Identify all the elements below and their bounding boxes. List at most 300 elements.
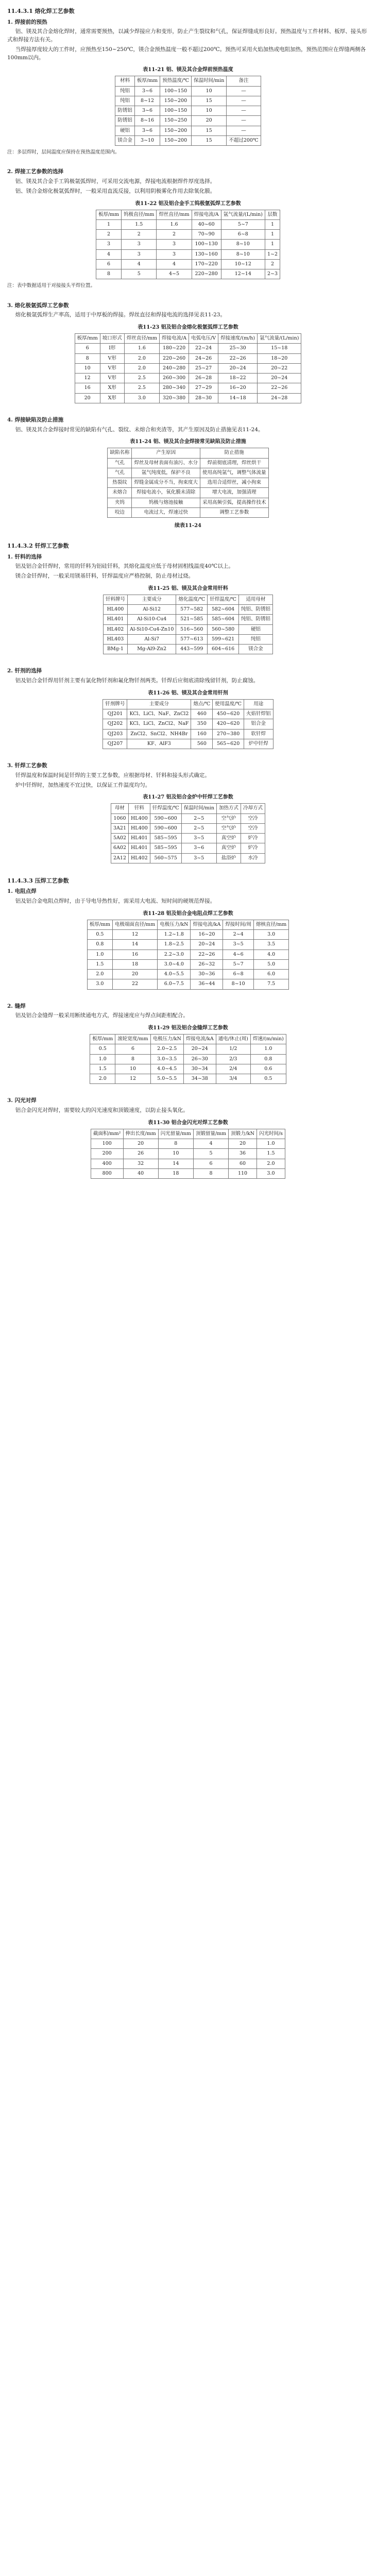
table-row bbox=[87, 930, 288, 940]
table-cell: X形 bbox=[100, 383, 124, 393]
table-cell: 盐浴炉 bbox=[216, 853, 241, 863]
table-cell: Mg-Al9-Zn2 bbox=[127, 645, 176, 654]
table-header-cell: 焊接电流/A bbox=[192, 210, 221, 219]
table-cell: 2 bbox=[265, 259, 280, 269]
table-header-cell: 闪光时间/s bbox=[257, 1129, 285, 1139]
table-cell: 240~280 bbox=[160, 363, 189, 373]
table-header-cell: 板厚/mm bbox=[134, 76, 160, 86]
table-cell: 不超过200℃ bbox=[227, 135, 261, 145]
table-cell: 硬铝 bbox=[239, 624, 273, 634]
subsection-heading: 1. 焊接前的预热 bbox=[7, 19, 47, 25]
table-cell: 2.2~3.0 bbox=[158, 950, 191, 959]
table-cell: 2/4 bbox=[216, 1064, 250, 1074]
table-cell: 咬边 bbox=[108, 507, 132, 517]
table-cell: 460 bbox=[191, 709, 213, 719]
paragraph: 钎焊温度和保温时间是钎焊的主要工艺参数，应根据母材、钎料和接头形式确定。 bbox=[15, 772, 210, 778]
table-header-row bbox=[103, 699, 273, 709]
table-caption: 表11-23 铝及铝合金熔化极氩弧焊工艺参数 bbox=[138, 325, 238, 330]
table-cell: Al-Si12 bbox=[127, 605, 176, 615]
table-cell: 4~5 bbox=[157, 269, 192, 279]
table-cell: 170~220 bbox=[192, 259, 221, 269]
table-cell: 3~6 bbox=[134, 106, 160, 116]
table-cell: 150~200 bbox=[160, 126, 192, 135]
table-row bbox=[75, 374, 301, 383]
table-cell: HL400 bbox=[129, 823, 150, 833]
table-cell: 16 bbox=[112, 950, 157, 959]
table-header-cell: 适用母材 bbox=[239, 595, 273, 604]
table-cell: V形 bbox=[100, 374, 124, 383]
table-cell: 空气炉 bbox=[216, 823, 241, 833]
table-header-cell: 钎料 bbox=[129, 804, 150, 814]
table-row bbox=[75, 363, 301, 373]
table-cell: 150~200 bbox=[160, 96, 192, 106]
table-header-cell: 熔点/℃ bbox=[191, 699, 213, 709]
table-cell: 160 bbox=[191, 729, 213, 739]
table-row bbox=[108, 458, 268, 468]
table-cell: 硬铝 bbox=[115, 126, 135, 135]
table-cell: KCl、LiCl、ZnCl2、NaF bbox=[127, 719, 191, 729]
table-cell: 4~6 bbox=[223, 950, 254, 959]
table-cell: 18~20 bbox=[258, 353, 301, 363]
table-cell: 16~20 bbox=[191, 930, 223, 940]
table-cell: 3/4 bbox=[216, 1074, 250, 1084]
table-cell: 4.0~5.5 bbox=[158, 970, 191, 979]
table-header-cell: 板厚/mm bbox=[75, 334, 100, 344]
table-header-row bbox=[90, 1035, 286, 1044]
table-caption: 表11-25 铝、镁及其合金常用钎料 bbox=[148, 585, 228, 591]
table-cell: 钨极与熔池接触 bbox=[132, 498, 200, 507]
table-cell: 1.6 bbox=[124, 344, 159, 353]
table-header-row bbox=[111, 804, 265, 814]
table-header-cell: 电极压力/kN bbox=[150, 1035, 183, 1044]
table-row bbox=[90, 1044, 286, 1054]
table-cell: 2 bbox=[157, 230, 192, 240]
table-cell: 24~26 bbox=[189, 353, 218, 363]
table-cell: QJ203 bbox=[103, 729, 127, 739]
table-header-cell: 电极压力/kN bbox=[158, 920, 191, 929]
table-cell: 2.5 bbox=[124, 374, 159, 383]
table-cell: 560 bbox=[191, 739, 213, 749]
table-cell: 真空炉 bbox=[216, 843, 241, 853]
table-cell: — bbox=[227, 96, 261, 106]
table-cell: 20 bbox=[191, 116, 226, 126]
table-cell: 15 bbox=[191, 135, 226, 145]
table-cell: 12 bbox=[115, 1074, 150, 1084]
table-row bbox=[103, 615, 272, 624]
table-cell: 590~600 bbox=[150, 823, 181, 833]
table-row bbox=[87, 970, 288, 979]
table-cell: 599~621 bbox=[208, 634, 239, 644]
table-cell: 15 bbox=[191, 126, 226, 135]
table-cell: 1/2 bbox=[216, 1044, 250, 1054]
document-page bbox=[0, 0, 376, 1179]
table-cell: 18~22 bbox=[218, 374, 258, 383]
table-caption: 表11-30 铝合金闪光对焊工艺参数 bbox=[148, 1120, 228, 1126]
table-caption: 表11-24 铝、镁及其合金焊接常见缺陷及防止措施 bbox=[130, 439, 246, 445]
table-row bbox=[103, 719, 273, 729]
table-cell: 28~30 bbox=[189, 393, 218, 403]
table-cell: — bbox=[227, 126, 261, 135]
table-row bbox=[111, 814, 265, 823]
table-cell: 电流过大，焊速过快 bbox=[132, 507, 200, 517]
table-header-cell: 氩气流量/(L/min) bbox=[258, 334, 301, 344]
table-cell: 3A21 bbox=[111, 823, 129, 833]
table-cell: 10~12 bbox=[221, 259, 265, 269]
table-cell: HL401 bbox=[129, 843, 150, 853]
table-cell: 5.0 bbox=[254, 959, 289, 969]
table-cell: 1.5 bbox=[90, 1064, 115, 1074]
table-header-row bbox=[103, 595, 272, 604]
table-cell: 420~620 bbox=[213, 719, 244, 729]
table-row bbox=[115, 96, 261, 106]
table-cell: 40 bbox=[123, 1168, 158, 1178]
table-cell: 3.5 bbox=[254, 940, 289, 950]
paragraph: 铝、镁及其合金熔化焊时，通常需要预热，以减少焊接应力和变形，防止产生裂纹和气孔，保证焊缝成形良好。预热温度与工件材料、板厚、接头形式和焊接方法有关。 bbox=[7, 28, 367, 43]
table-cell: 3~5 bbox=[223, 940, 254, 950]
table-row bbox=[90, 1074, 286, 1084]
data-table bbox=[115, 76, 261, 146]
table-cell: 2~5 bbox=[181, 814, 216, 823]
table-caption: 表11-29 铝及铝合金缝焊工艺参数 bbox=[148, 1025, 228, 1031]
table-row bbox=[91, 1149, 285, 1159]
table-cell: 34~38 bbox=[183, 1074, 216, 1084]
table-header-cell: 顶锻力/kN bbox=[229, 1129, 257, 1139]
table-cell: 炉冷 bbox=[241, 843, 265, 853]
table-row bbox=[87, 979, 288, 989]
table-header-cell: 板厚/mm bbox=[96, 210, 121, 219]
table-cell: 585~595 bbox=[150, 834, 181, 843]
table-cell: 3.0 bbox=[124, 393, 159, 403]
table-cell: 2.5 bbox=[124, 383, 159, 393]
table-row bbox=[115, 135, 261, 145]
table-cell: 24~28 bbox=[258, 393, 301, 403]
subsection-heading: 2. 缝焊 bbox=[7, 1003, 26, 1009]
table-cell: 1060 bbox=[111, 814, 129, 823]
table-header-cell: 焊丝直径/mm bbox=[124, 334, 159, 344]
table-cell: 100 bbox=[91, 1139, 123, 1149]
table-cell: 氩气纯度低，保护不良 bbox=[132, 468, 200, 478]
table-header-cell: 电弧电压/V bbox=[189, 334, 218, 344]
table-cell: 纯铝 bbox=[115, 96, 135, 106]
table-row bbox=[96, 219, 280, 229]
paragraph: 铝、镁及其合金焊接时常见的缺陷有气孔、裂纹、未熔合和夹渣等，其产生原因及防止措施见表11-24。 bbox=[15, 426, 264, 433]
table-cell: 10 bbox=[191, 86, 226, 96]
table-row bbox=[75, 393, 301, 403]
table-cell: KCl、LiCl、NaF、ZnCl2 bbox=[127, 709, 191, 719]
paragraph: 炉中钎焊时，加热速度不宜过快，以保证工件温度均匀。 bbox=[15, 782, 151, 788]
table-header-cell: 主要成分 bbox=[127, 699, 191, 709]
table-cell: 5 bbox=[193, 1149, 228, 1159]
table-cell: 2~4 bbox=[223, 930, 254, 940]
paragraph: 铝及铝合金电阻点焊时，由于导电导热性好，需采用大电流、短时间的硬规范焊接。 bbox=[15, 898, 216, 904]
table-cell: 4.0~4.5 bbox=[150, 1064, 183, 1074]
table-row bbox=[115, 86, 261, 96]
table-cell: 炉冷 bbox=[241, 834, 265, 843]
table-cell: 70~90 bbox=[192, 230, 221, 240]
table-row bbox=[115, 116, 261, 126]
table-cell: 调整工艺参数 bbox=[200, 507, 269, 517]
table-cell: 22~26 bbox=[218, 353, 258, 363]
table-row bbox=[87, 950, 288, 959]
table-cell: 20 bbox=[123, 1139, 158, 1149]
table-cell: 防锈铝 bbox=[115, 116, 135, 126]
table-row bbox=[91, 1168, 285, 1178]
table-cell: 8~16 bbox=[134, 116, 160, 126]
table-cell: 6~8 bbox=[223, 970, 254, 979]
table-row bbox=[108, 478, 268, 488]
table-header-cell: 使用温度/℃ bbox=[213, 699, 244, 709]
table-cell: 16~20 bbox=[218, 383, 258, 393]
table-cell: 20 bbox=[112, 970, 157, 979]
paragraph: 当焊接厚度较大的工件时，应预热至150~250℃，镁合金预热温度一般不超过200℃。预热可采用火焰加热或电阻加热，预热范围应在焊缝两侧各100mm以内。 bbox=[7, 46, 366, 61]
table-cell: 12 bbox=[112, 930, 157, 940]
table-caption: 表11-28 铝及铝合金电阻点焊工艺参数 bbox=[143, 910, 233, 917]
table-header-cell: 保温时间/min bbox=[191, 76, 226, 86]
table-cell: 220~260 bbox=[160, 353, 189, 363]
table-header-cell: 层数 bbox=[265, 210, 280, 219]
table-cell: 采用高频引弧，提高操作技术 bbox=[200, 498, 269, 507]
data-table bbox=[90, 1034, 286, 1084]
table-caption: 表11-22 铝及铝合金手工钨极氩弧焊工艺参数 bbox=[135, 200, 241, 207]
table-cell: 1.0 bbox=[250, 1044, 286, 1054]
table-row bbox=[96, 249, 280, 259]
table-header-cell: 截面积/mm² bbox=[91, 1129, 123, 1139]
table-cell: 防锈铝 bbox=[115, 106, 135, 116]
table-cell: QJ202 bbox=[103, 719, 127, 729]
table-cell: 20~24 bbox=[183, 1044, 216, 1054]
table-cell: 1~2 bbox=[265, 249, 280, 259]
table-cell: 6~8 bbox=[221, 230, 265, 240]
table-row bbox=[111, 843, 265, 853]
table-cell: 150~200 bbox=[160, 135, 192, 145]
table-cell: — bbox=[227, 106, 261, 116]
table-header-cell: 钎剂牌号 bbox=[103, 699, 127, 709]
table-cell: 22~26 bbox=[258, 383, 301, 393]
table-cell: 6 bbox=[75, 344, 100, 353]
table-cell: 0.6 bbox=[250, 1064, 286, 1074]
table-cell: KF、AlF3 bbox=[127, 739, 191, 749]
table-cell: 16 bbox=[75, 383, 100, 393]
table-header-cell: 滚轮宽度/mm bbox=[115, 1035, 150, 1044]
table-cell: BMg-1 bbox=[103, 645, 127, 654]
table-cell: 110 bbox=[229, 1168, 257, 1178]
table-cell: 10 bbox=[115, 1064, 150, 1074]
table-cell: 516~560 bbox=[176, 624, 208, 634]
table-cell: 7.5 bbox=[254, 979, 289, 989]
table-cell: 3 bbox=[96, 240, 121, 249]
table-cell: QJ207 bbox=[103, 739, 127, 749]
table-cell: 3.0 bbox=[257, 1168, 285, 1178]
table-cell: 150~250 bbox=[160, 116, 192, 126]
table-cell: 8~10 bbox=[221, 249, 265, 259]
table-cell: — bbox=[227, 86, 261, 96]
table-cell: HL403 bbox=[103, 634, 127, 644]
table-cell: 10 bbox=[191, 106, 226, 116]
table-cell: 8~10 bbox=[221, 240, 265, 249]
table-header-cell: 闪光留量/mm bbox=[158, 1129, 193, 1139]
table-cell: 1 bbox=[265, 219, 280, 229]
table-cell: 纯铝、防锈铝 bbox=[239, 615, 273, 624]
paragraph: 铝、镁及其合金手工钨极氩弧焊时，可采用交流电源，焊接电流根据焊件厚度选择。 bbox=[15, 178, 216, 184]
table-cell: V形 bbox=[100, 363, 124, 373]
table-header-cell: 焊接速度/(m/h) bbox=[218, 334, 258, 344]
table-cell: 1.2~1.8 bbox=[158, 930, 191, 940]
table-cell: 铝合金 bbox=[244, 719, 274, 729]
table-header-cell: 氩气流量/(L/min) bbox=[221, 210, 265, 219]
table-header-cell: 防止措施 bbox=[200, 448, 269, 458]
table-cell: 400 bbox=[91, 1159, 123, 1168]
table-cell: 582~604 bbox=[208, 605, 239, 615]
table-cell: 热裂纹 bbox=[108, 478, 132, 488]
table-cell: 577~582 bbox=[176, 605, 208, 615]
table-cell: 3.0~3.5 bbox=[150, 1054, 183, 1064]
table-row bbox=[75, 344, 301, 353]
table-cell: 2.0 bbox=[257, 1159, 285, 1168]
table-header-cell: 熔核直径/mm bbox=[254, 920, 289, 929]
table-row bbox=[96, 240, 280, 249]
table-cell: 270~380 bbox=[213, 729, 244, 739]
table-cell: 320~380 bbox=[160, 393, 189, 403]
table-cell: HL401 bbox=[129, 834, 150, 843]
table-cell: 26~28 bbox=[189, 374, 218, 383]
table-row bbox=[103, 739, 273, 749]
paragraph: 铝及铝合金钎焊用钎剂主要有氯化物钎剂和氟化物钎剂两类。钎焊后应彻底清除残留钎剂，防止腐蚀。 bbox=[15, 677, 259, 684]
table-row bbox=[87, 940, 288, 950]
table-row bbox=[96, 230, 280, 240]
table-cell: HL402 bbox=[103, 624, 127, 634]
table-header-row bbox=[108, 448, 268, 458]
table-cell: Al-Si7 bbox=[127, 634, 176, 644]
table-cell: 1.0 bbox=[90, 1054, 115, 1064]
table-header-cell: 焊接电流/kA bbox=[183, 1035, 216, 1044]
paragraph: 铝及铝合金缝焊一般采用断续通电方式，焊接速度应与焊点间距相配合。 bbox=[15, 1012, 189, 1019]
table-cell: 26~32 bbox=[191, 959, 223, 969]
table-cell: 8 bbox=[158, 1139, 193, 1149]
table-cell: ZnCl2、SnCl2、NH4Br bbox=[127, 729, 191, 739]
table-cell: 30~36 bbox=[191, 970, 223, 979]
table-cell: 100~150 bbox=[160, 86, 192, 96]
table-header-cell: 伸出长度/mm bbox=[123, 1129, 158, 1139]
table-cell: 未熔合 bbox=[108, 488, 132, 498]
table-cell: 2~3 bbox=[265, 269, 280, 279]
table-cell: 8 bbox=[75, 353, 100, 363]
table-header-cell: 主要成分 bbox=[127, 595, 176, 604]
paragraph: 熔化极氩弧焊生产率高，适用于中厚板的焊接。焊丝直径和焊接电流的选择见表11-23。 bbox=[15, 312, 226, 318]
table-cell: 36 bbox=[229, 1149, 257, 1159]
data-table bbox=[75, 333, 302, 403]
table-cell: 气孔 bbox=[108, 458, 132, 468]
table-caption: 表11-27 铝及铝合金炉中钎焊工艺参数 bbox=[143, 794, 233, 801]
table-cell: 4 bbox=[96, 249, 121, 259]
table-cell: 4 bbox=[157, 259, 192, 269]
table-cell: HL400 bbox=[129, 814, 150, 823]
table-header-row bbox=[91, 1129, 285, 1139]
data-table bbox=[107, 448, 268, 518]
table-header-cell: 保温时间/min bbox=[181, 804, 216, 814]
table-header-row bbox=[115, 76, 261, 86]
table-cell: 20~24 bbox=[258, 374, 301, 383]
table-row bbox=[103, 709, 273, 719]
table-row bbox=[91, 1159, 285, 1168]
table-cell: 水冷 bbox=[241, 853, 265, 863]
table-row bbox=[103, 645, 272, 654]
table-row bbox=[103, 729, 273, 739]
table-cell: 590~600 bbox=[150, 814, 181, 823]
table-cell: 纯铝 bbox=[115, 86, 135, 96]
paragraph: 铝、镁合金熔化极氩弧焊时，一般采用直流反接，以利用阴极雾化作用去除氧化膜。 bbox=[15, 188, 216, 194]
table-cell: 2.0~2.5 bbox=[150, 1044, 183, 1054]
table-cell: 450~620 bbox=[213, 709, 244, 719]
table-row bbox=[103, 634, 272, 644]
table-cell: 软钎焊 bbox=[244, 729, 274, 739]
table-cell: 空气炉 bbox=[216, 814, 241, 823]
table-header-row bbox=[96, 210, 280, 219]
table-cell: 3~6 bbox=[181, 843, 216, 853]
table-cell: 炉中钎焊 bbox=[244, 739, 274, 749]
table-cell: 1 bbox=[96, 219, 121, 229]
table-cell: 560~575 bbox=[150, 853, 181, 863]
table-note: 注：多层焊时，层间温度应保持在预热温度范围内。 bbox=[7, 149, 120, 155]
section-heading: 11.4.3.3 压焊工艺参数 bbox=[7, 877, 69, 884]
table-cell: 2A12 bbox=[111, 853, 129, 863]
subsection-heading: 3. 钎焊工艺参数 bbox=[7, 762, 47, 769]
table-cell: 1.5 bbox=[257, 1149, 285, 1159]
table-cell: 800 bbox=[91, 1168, 123, 1178]
table-row bbox=[115, 106, 261, 116]
table-row bbox=[90, 1054, 286, 1064]
section-heading: 11.4.3.1 熔化焊工艺参数 bbox=[7, 8, 75, 14]
table-cell: 14~18 bbox=[218, 393, 258, 403]
table-header-cell: 熔化温度/℃ bbox=[176, 595, 208, 604]
table-cell: 气孔 bbox=[108, 468, 132, 478]
table-cell: 22~24 bbox=[189, 344, 218, 353]
table-cell: 2 bbox=[122, 230, 157, 240]
table-caption: 表11-26 铝、镁及其合金常用钎剂 bbox=[148, 690, 228, 696]
table-note: 注：表中数据适用于对接接头平焊位置。 bbox=[7, 283, 96, 289]
table-header-cell: 顶锻留量/mm bbox=[193, 1129, 228, 1139]
table-cell: 20~24 bbox=[218, 363, 258, 373]
table-cell: 25~30 bbox=[218, 344, 258, 353]
table-cell: 6 bbox=[193, 1159, 228, 1168]
table-cell: 夹钨 bbox=[108, 498, 132, 507]
table-cell: 585~595 bbox=[150, 843, 181, 853]
table-header-cell: 预热温度/℃ bbox=[160, 76, 192, 86]
table-cell: 真空炉 bbox=[216, 834, 241, 843]
table-cell: 0.8 bbox=[250, 1054, 286, 1064]
table-cell: 8 bbox=[115, 1054, 150, 1064]
table-cell: 130~160 bbox=[192, 249, 221, 259]
table-cell: 6.0 bbox=[254, 970, 289, 979]
table-cell: 32 bbox=[123, 1159, 158, 1168]
table-cell: 443~599 bbox=[176, 645, 208, 654]
table-row bbox=[115, 126, 261, 135]
table-header-cell: 母材 bbox=[111, 804, 129, 814]
table-header-cell: 钎焊温度/℃ bbox=[208, 595, 239, 604]
table-header-cell: 缺陷名称 bbox=[108, 448, 132, 458]
table-cell: 585~604 bbox=[208, 615, 239, 624]
table-cell: 3 bbox=[122, 240, 157, 249]
table-cell: 40~60 bbox=[192, 219, 221, 229]
subsection-heading: 2. 焊接工艺参数的选择 bbox=[7, 168, 64, 175]
section-heading: 11.4.3.2 钎焊工艺参数 bbox=[7, 543, 69, 549]
table-cell: 20~22 bbox=[258, 363, 301, 373]
table-header-cell: 材料 bbox=[115, 76, 135, 86]
table-continued: 续表11-24 bbox=[175, 523, 201, 529]
table-cell: 560~580 bbox=[208, 624, 239, 634]
table-header-row bbox=[87, 920, 288, 929]
table-header-cell: 焊丝直径/mm bbox=[157, 210, 192, 219]
table-cell: 3~6 bbox=[134, 86, 160, 96]
